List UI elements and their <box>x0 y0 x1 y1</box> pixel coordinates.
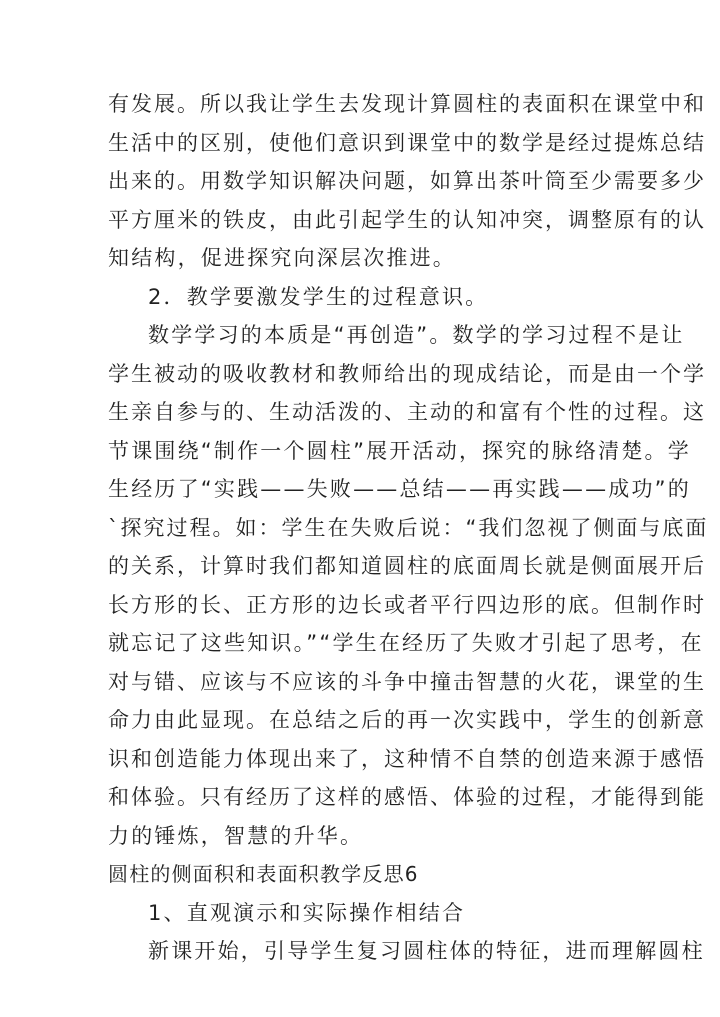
subsection-heading: 1、直观演示和实际操作相结合 <box>148 900 466 925</box>
paragraph-line: 的关系，计算时我们都知道圆柱的底面周长就是侧面展开后 <box>108 554 706 578</box>
paragraph-line: 就忘记了这些知识。”“学生在经历了失败才引起了思考，在 <box>108 631 704 655</box>
paragraph-line: 识和创造能力体现出来了，这种情不自禁的创造来源于感悟 <box>108 746 706 771</box>
paragraph-line: 平方厘米的铁皮，由此引起学生的认知冲突，调整原有的认 <box>108 207 706 232</box>
paragraph-line: 有发展。所以我让学生去发现计算圆柱的表面积在课堂中和 <box>108 92 706 116</box>
paragraph-line: 命力由此显现。在总结之后的再一次实践中，学生的创新意 <box>108 708 706 732</box>
paragraph-line: 学生被动的吸收教材和教师给出的现成结论，而是由一个学 <box>108 361 706 386</box>
paragraph-line: 对与错、应该与不应该的斗争中撞击智慧的火花，课堂的生 <box>108 669 706 694</box>
paragraph-line: 数学学习的本质是“再创造”。数学的学习过程不是让 <box>148 323 685 347</box>
paragraph-line: 节课围绕“制作一个圆柱”展开活动，探究的脉络清楚。学 <box>108 438 691 463</box>
section-heading: 2．教学要激发学生的过程意识。 <box>148 284 489 309</box>
paragraph-line: 生经历了“实践——失败——总结——再实践——成功”的 <box>108 477 691 501</box>
paragraph-line: 力的锤炼，智慧的升华。 <box>108 823 364 848</box>
paragraph-line: 出来的。用数学知识解决问题，如算出茶叶筒至少需要多少 <box>108 169 706 193</box>
paragraph-line: 生亲自参与的、生动活泼的、主动的和富有个性的过程。这 <box>108 400 706 424</box>
paragraph-line: 生活中的区别，使他们意识到课堂中的数学是经过提炼总结 <box>108 130 706 155</box>
paragraph-line: 长方形的长、正方形的边长或者平行四边形的底。但制作时 <box>108 592 706 617</box>
paragraph-line: 新课开始，引导学生复习圆柱体的特征，进而理解圆柱 <box>148 939 705 963</box>
paragraph-line: 知结构，促进探究向深层次推进。 <box>108 246 456 270</box>
paragraph-line: `探究过程。如：学生在失败后说：“我们忽视了侧面与底面 <box>108 515 709 540</box>
section-title: 圆柱的侧面积和表面积教学反思6 <box>108 862 419 886</box>
paragraph-line: 和体验。只有经历了这样的感悟、体验的过程，才能得到能 <box>108 785 706 809</box>
